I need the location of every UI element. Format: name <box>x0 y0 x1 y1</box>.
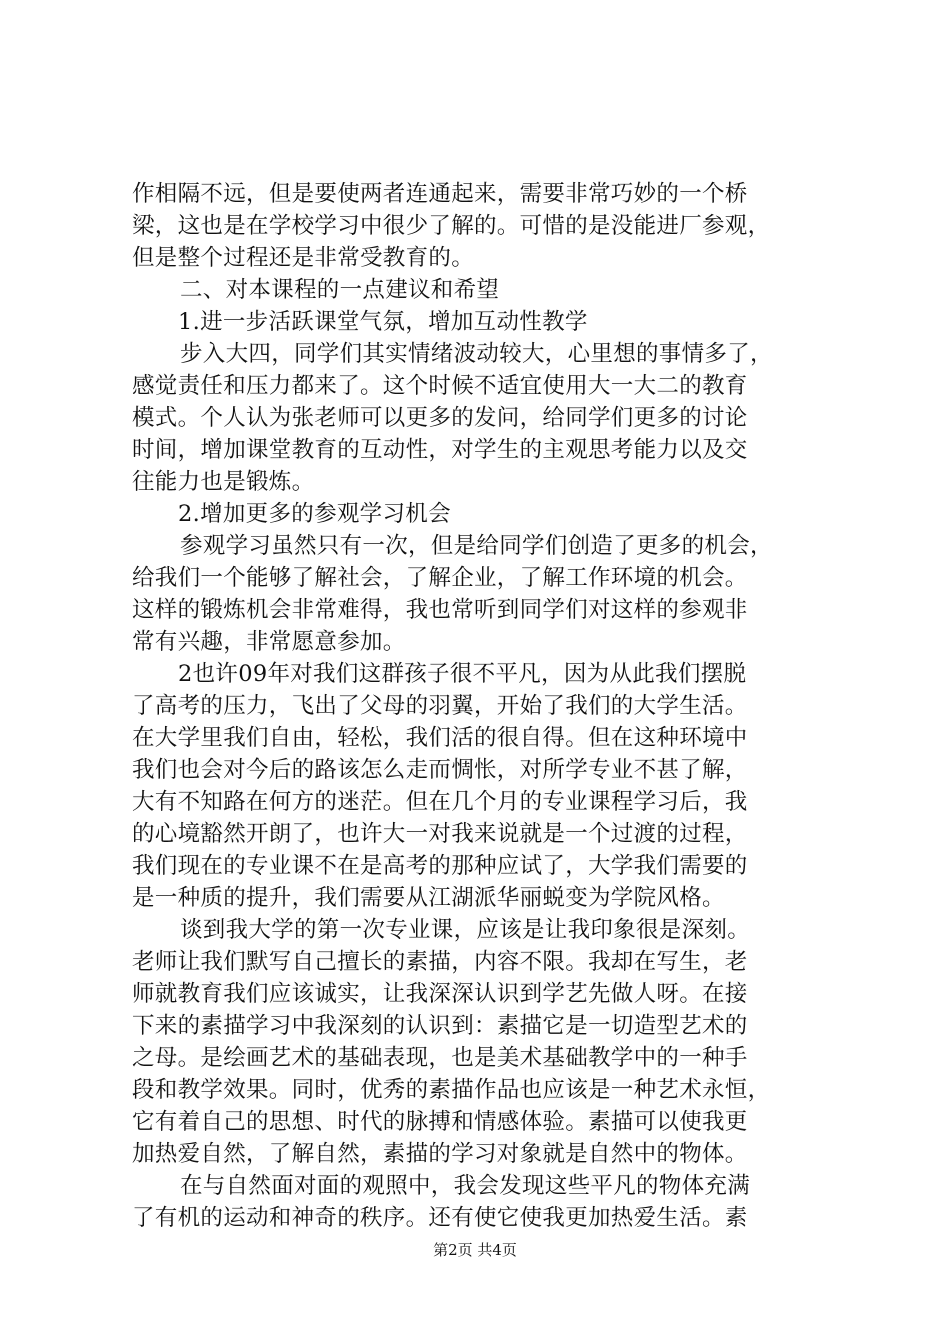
text-line: 是一种质的提升，我们需要从江湖派华丽蜕变为学院风格。 <box>132 885 725 911</box>
text-line: 在大学里我们自由，轻松，我们活的很自得。但在这种环境中 <box>132 725 748 751</box>
paragraph-start: 在与自然面对面的观照中，我会发现这些平凡的物体充满 <box>180 1173 751 1199</box>
paragraph-start: 谈到我大学的第一次专业课，应该是让我印象很是深刻。 <box>180 917 751 943</box>
text-line: 我们也会对今后的路该怎么走而惆怅，对所学专业不甚了解， <box>132 757 748 783</box>
text-line: 感觉责任和压力都来了。这个时候不适宜使用大一大二的教育 <box>132 373 748 399</box>
subsection-heading: 1.进一步活跃课堂气氛，增加互动性教学 <box>178 309 588 335</box>
text-line: 这样的锻炼机会非常难得，我也常听到同学们对这样的参观非 <box>132 597 748 623</box>
text-line: 的心境豁然开朗了，也许大一对我来说就是一个过渡的过程， <box>132 821 748 847</box>
text-line: 下来的素描学习中我深刻的认识到：素描它是一切造型艺术的 <box>132 1013 748 1039</box>
text-line: 梁，这也是在学校学习中很少了解的。可惜的是没能进厂参观， <box>132 213 771 239</box>
text-line: 加热爱自然，了解自然，素描的学习对象就是自然中的物体。 <box>132 1141 748 1167</box>
paragraph-start: 步入大四，同学们其实情绪波动较大，心里想的事情多了， <box>180 341 773 367</box>
text-line: 了高考的压力，飞出了父母的羽翼，开始了我们的大学生活。 <box>132 693 748 719</box>
text-line: 往能力也是锻炼。 <box>132 469 315 495</box>
text-line: 作相隔不远，但是要使两者连通起来，需要非常巧妙的一个桥 <box>132 181 748 207</box>
text-line: 常有兴趣，非常愿意参加。 <box>132 629 406 655</box>
page-number-footer: 第2页 共4页 <box>433 1241 517 1259</box>
text-line: 时间，增加课堂教育的互动性，对学生的主观思考能力以及交 <box>132 437 748 463</box>
text-line: 师就教育我们应该诚实，让我深深认识到学艺先做人呀。在接 <box>132 981 748 1007</box>
text-line: 它有着自己的思想、时代的脉搏和情感体验。素描可以使我更 <box>132 1109 748 1135</box>
text-line: 我们现在的专业课不在是高考的那种应试了，大学我们需要的 <box>132 853 748 879</box>
text-line: 老师让我们默写自己擅长的素描，内容不限。我却在写生，老 <box>132 949 748 975</box>
section-heading: 二、对本课程的一点建议和希望 <box>180 277 500 303</box>
text-line: 但是整个过程还是非常受教育的。 <box>132 245 475 271</box>
text-line: 大有不知路在何方的迷茫。但在几个月的专业课程学习后，我 <box>132 789 748 815</box>
paragraph-start: 2也许09年对我们这群孩子很不平凡，因为从此我们摆脱 <box>178 661 747 687</box>
text-line: 了有机的运动和神奇的秩序。还有使它使我更加热爱生活。素 <box>132 1205 748 1231</box>
text-line: 模式。个人认为张老师可以更多的发问，给同学们更多的讨论 <box>132 405 748 431</box>
text-line: 之母。是绘画艺术的基础表现，也是美术基础教学中的一种手 <box>132 1045 748 1071</box>
document-body <box>132 178 844 1234</box>
paragraph-start: 参观学习虽然只有一次，但是给同学们创造了更多的机会， <box>180 533 773 559</box>
subsection-heading: 2.增加更多的参观学习机会 <box>178 501 451 527</box>
text-line: 段和教学效果。同时，优秀的素描作品也应该是一种艺术永恒， <box>132 1077 771 1103</box>
text-line: 给我们一个能够了解社会，了解企业，了解工作环境的机会。 <box>132 565 748 591</box>
